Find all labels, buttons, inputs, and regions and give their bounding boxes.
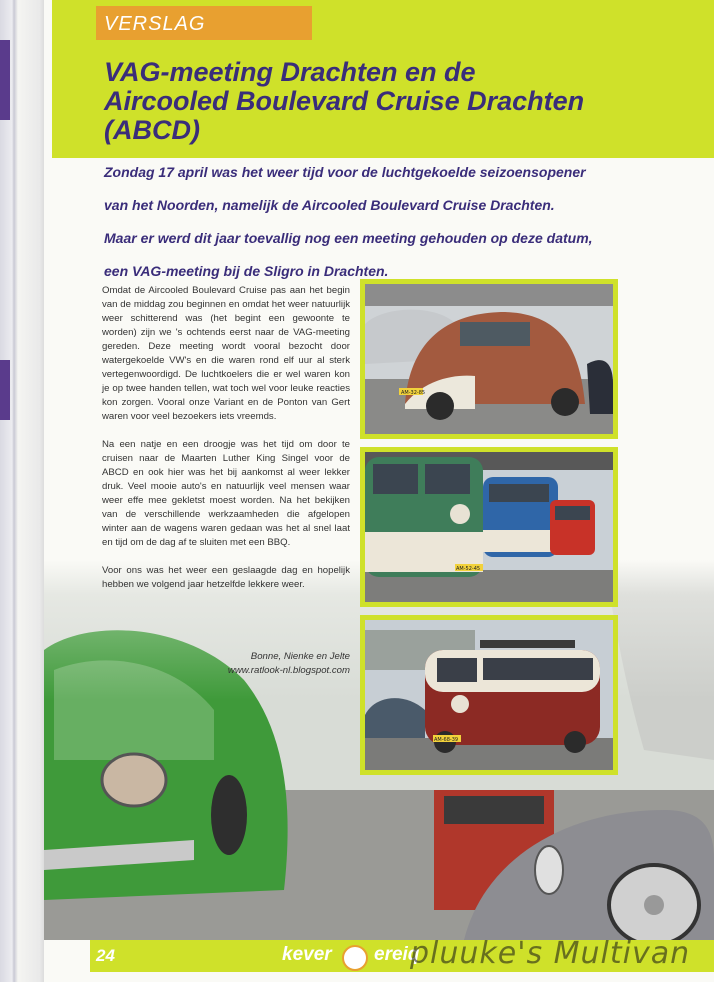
photo-red-beetle [360,279,618,439]
intro-line: van het Noorden, namelijk de Aircooled Boulevard Cruise Drachten. [104,197,555,213]
intro-line: een VAG-meeting bij de Sligro in Drachten. [104,263,389,279]
section-label: VERSLAG [104,13,206,35]
body-paragraph: Voor ons was het weer een geslaagde dag en hopelijk hebben we volgend jaar hetzelfde lekkere weer. [102,565,350,590]
website-link[interactable]: www.ratlook-nl.blogspot.com [227,665,350,676]
edge-band [0,40,10,120]
title-line: VAG-meeting Drachten en de [104,57,476,87]
title-line: Aircooled Boulevard Cruise Drachten [104,86,585,116]
photo-samba-bus [360,615,618,775]
page-number: 24 [96,946,115,965]
plate-text: AM-32-85 [401,390,426,396]
watermark: pluuke's Multivan [410,936,691,971]
intro-line: Maar er werd dit jaar toevallig nog een meeting gehouden op deze datum, [104,230,593,246]
body-paragraph: Na een natje en een droogje was het tijd om door te cruisen naar de Maarten Luther King Singel voor de ABCD en ook hier was het bij aankomst al weer lekker druk. Veel mooie auto's en natuurlijk veel mensen waar weer effe mee gekletst moest worden. Na het bekijken van de verschillende werkzaamheden die afgelopen winter aan de wagens waren gedaan was het al snel laat en tijd om de dag af te sluiten met een BBQ. [102,439,350,548]
plate-text: AM-52-45 [456,566,481,572]
article-title [104,58,664,145]
photo-buses [360,447,618,607]
article-signature [200,650,350,678]
article-body [102,284,350,606]
article-intro [104,160,674,292]
magazine-name-suffix: ereiq [374,944,420,965]
title-line: (ABCD) [104,115,200,145]
plate-text: AM-68-39 [434,737,459,743]
body-paragraph: Omdat de Aircooled Boulevard Cruise pas aan het begin van de middag zou beginnen en omdat het weer natuurlijk weer schitterend was (het begint een gewoonte te worden) zijn we 's ochtends eerst naar de VAG-meeting gereden. Deze meeting wordt vooral bezocht door watergekoelde VW's en die waren rond elf uur al sterk vertegenwoordigd. De luchtkoelers die er wel waren kon je op twee handen tellen, wat toch wel voor leuke reacties kon zorgen. Vooral onze Variant en de Ponton van Gert waren voor veel bezoekers iets vreemds. [102,285,350,422]
vw-logo-icon [342,945,368,971]
intro-line: Zondag 17 april was het weer tijd voor de luchtgekoelde seizoensopener [104,164,586,180]
edge-band [0,360,10,420]
magazine-name: kever [282,944,332,965]
author-names: Bonne, Nienke en Jelte [250,651,350,662]
page-edge [0,0,44,982]
